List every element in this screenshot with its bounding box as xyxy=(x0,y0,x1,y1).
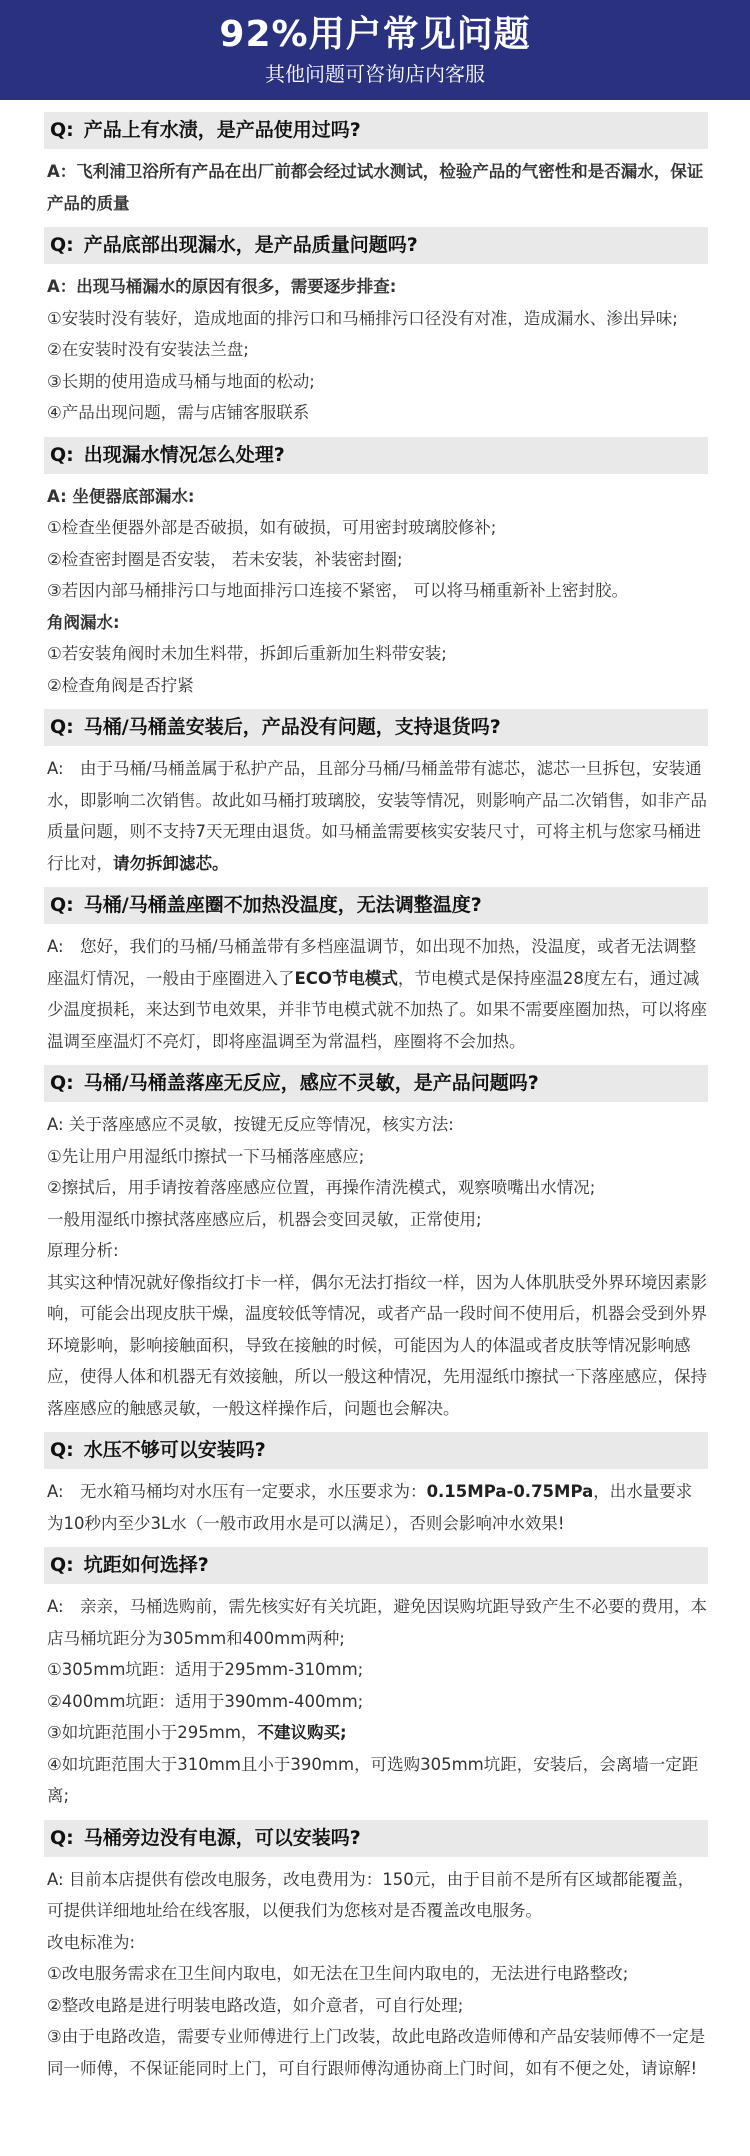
page-subtitle: 其他问题可咨询店内客服 xyxy=(265,62,485,86)
faq-question xyxy=(44,1820,708,1857)
question-text: 出现漏水情况怎么处理? xyxy=(83,443,285,466)
answer-text: ，节电模式是保持座温28度左右，通过减少温度损耗，来达到节电效果，并非节电模式就不加热了。如果不需要座圈加热，可以将座温调至座温灯不亮灯，即将座温调至为常温档，座圈将不会加热。 xyxy=(47,968,707,1051)
question-prefix: Q: xyxy=(50,1554,74,1576)
question-prefix: Q: xyxy=(50,443,74,466)
answer-text: A: 您好，我们的马桶/马桶盖带有多档座温调节，如出现不加热，没温度，或者无法调整座温灯情况，一般由于座圈进入了 xyxy=(47,937,697,988)
answer-emphasis: 0.15MPa-0.75MPa xyxy=(426,1482,594,1501)
answer-line: ③长期的使用造成马桶与地面的松动; xyxy=(47,371,315,391)
answer-line: A：出现马桶漏水的原因有很多，需要逐步排查: xyxy=(47,277,397,296)
answer-line: A: 目前本店提供有偿改电服务，改电费用为：150元，由于目前不是所有区域都能覆盖，可提供详细地址给在线客服，以便我们为您核对是否覆盖改电服务。 xyxy=(47,1869,695,1920)
answer-line xyxy=(47,931,708,1057)
faq-answer xyxy=(44,1591,708,1812)
faq-answer xyxy=(44,481,708,702)
faq-question xyxy=(44,1432,708,1469)
faq-answer xyxy=(44,931,708,1057)
question-text: 产品上有水渍，是产品使用过吗? xyxy=(83,119,361,141)
answer-line: ①305mm坑距：适用于295mm-310mm; xyxy=(47,1660,364,1679)
faq-item xyxy=(44,437,708,702)
question-prefix: Q: xyxy=(50,1439,74,1461)
answer-line: ②擦拭后，用手请按着落座感应位置，再操作清洗模式，观察喷嘴出水情况; xyxy=(47,1178,596,1197)
faq-answer xyxy=(44,753,708,879)
faq-answer xyxy=(44,1864,708,2085)
question-prefix: Q: xyxy=(50,234,74,256)
question-text: 坑距如何选择? xyxy=(83,1554,209,1576)
answer-emphasis: ECO节电模式 xyxy=(294,968,398,988)
question-text: 马桶/马桶盖座圈不加热没温度，无法调整温度? xyxy=(83,894,482,916)
faq-question xyxy=(44,227,708,264)
faq-item xyxy=(44,227,708,429)
answer-line: ④如坑距范围大于310mm且小于390mm，可选购305mm坑距，安装后，会离墙一定距离; xyxy=(47,1754,699,1805)
question-text: 马桶/马桶盖落座无反应，感应不灵敏，是产品问题吗? xyxy=(83,1072,539,1094)
answer-line: ②检查密封圈是否安装， 若未安装，补装密封圈; xyxy=(47,549,403,569)
answer-line: ③由于电路改造，需要专业师傅进行上门改装，故此电路改造师傅和产品安装师傅不一定是同一师傅，不保证能同时上门，可自行跟师傅沟通协商上门时间，如有不便之处，请谅解! xyxy=(47,2027,706,2078)
faq-list xyxy=(0,100,750,2084)
faq-answer xyxy=(44,271,708,429)
answer-line: ②400mm坑距：适用于390mm-400mm; xyxy=(47,1691,364,1711)
page-header xyxy=(0,0,750,100)
answer-line xyxy=(47,1476,708,1539)
answer-emphasis: 不建议购买; xyxy=(257,1723,347,1742)
answer-line: ②检查角阀是否拧紧 xyxy=(47,675,194,695)
answer-text: A: 无水箱马桶均对水压有一定要求，水压要求为： xyxy=(47,1482,427,1501)
faq-item xyxy=(44,1820,708,2085)
faq-question xyxy=(44,1065,708,1102)
answer-text: ③如坑距范围小于295mm， xyxy=(47,1723,258,1742)
question-prefix: Q: xyxy=(50,119,74,141)
answer-text: ，出水量要求为10秒内至少3L水（一般市政用水是可以满足），否则会影响冲水效果! xyxy=(47,1482,693,1533)
faq-answer xyxy=(44,156,708,219)
question-text: 水压不够可以安装吗? xyxy=(83,1439,266,1461)
answer-line: ①安装时没有装好，造成地面的排污口和马桶排污口径没有对准，造成漏水、渗出异味; xyxy=(47,308,678,328)
answer-line: 原理分析: xyxy=(47,1241,119,1260)
answer-line: 改电标准为: xyxy=(47,1932,136,1952)
answer-line xyxy=(47,1717,708,1749)
page-title: 92%用户常见问题 xyxy=(219,14,531,55)
answer-line: ③若因内部马桶排污口与地面排污口连接不紧密， 可以将马桶重新补上密封胶。 xyxy=(47,581,629,600)
answer-text: A: 由于马桶/马桶盖属于私护产品，且部分马桶/马桶盖带有滤芯，滤芯一旦拆包，安装通水，即影响二次销售。故此如马桶打玻璃胶，安装等情况，则影响产品二次销售，如非产品质量问题，则不支持7天无理由退货。如马桶盖需要核实安装尺寸，可将主机与您家马桶进行比对， xyxy=(47,759,707,873)
question-prefix: Q: xyxy=(50,1826,74,1849)
answer-line: A：飞利浦卫浴所有产品在出厂前都会经过试水测试，检验产品的气密性和是否漏水，保证产品的质量 xyxy=(47,162,704,213)
answer-line: ①若安装角阀时未加生料带，拆卸后重新加生料带安装; xyxy=(47,644,447,663)
question-prefix: Q: xyxy=(50,1072,74,1094)
answer-line: ②整改电路是进行明装电路改造，如介意者，可自行处理; xyxy=(47,1995,464,2015)
answer-line: 其实这种情况就好像指纹打卡一样，偶尔无法打指纹一样，因为人体肌肤受外界环境因素影响，可能会出现皮肤干燥，温度较低等情况，或者产品一段时间不使用后，机器会受到外界环境影响，影响接触面积，导致在接触的时候，可能因为人的体温或者皮肤等情况影响感应，使得人体和机器无有效接触，所以一般这种情况，先用湿纸巾擦拭一下落座感应，保持落座感应的触感灵敏，一般这样操作后，问题也会解决。 xyxy=(47,1272,707,1418)
question-prefix: Q: xyxy=(50,716,74,738)
answer-line: A: 坐便器底部漏水: xyxy=(47,486,195,506)
answer-line: ①检查坐便器外部是否破损，如有破损，可用密封玻璃胶修补; xyxy=(47,518,497,537)
faq-question xyxy=(44,887,708,924)
question-prefix: Q: xyxy=(50,894,74,916)
answer-line: ④产品出现问题，需与店铺客服联系 xyxy=(47,403,310,422)
faq-question xyxy=(44,709,708,746)
faq-item xyxy=(44,112,708,219)
answer-line: 角阀漏水: xyxy=(47,612,120,632)
answer-line: A: 关于落座感应不灵敏，按键无反应等情况，核实方法: xyxy=(47,1115,454,1134)
answer-line: ②在安装时没有安装法兰盘; xyxy=(47,340,249,359)
faq-item xyxy=(44,709,708,879)
answer-line: ①改电服务需求在卫生间内取电，如无法在卫生间内取电的，无法进行电路整改; xyxy=(47,1964,629,1983)
answer-line: ①先让用户用湿纸巾擦拭一下马桶落座感应; xyxy=(47,1146,365,1166)
answer-emphasis: 请勿拆卸滤芯。 xyxy=(113,853,229,873)
question-text: 马桶旁边没有电源，可以安装吗? xyxy=(83,1826,361,1849)
question-text: 产品底部出现漏水，是产品质量问题吗? xyxy=(83,234,418,256)
faq-item xyxy=(44,887,708,1057)
answer-line: 一般用湿纸巾擦拭落座感应后，机器会变回灵敏，正常使用; xyxy=(47,1209,482,1229)
faq-item xyxy=(44,1432,708,1539)
faq-question xyxy=(44,1547,708,1584)
faq-item xyxy=(44,1065,708,1424)
faq-answer xyxy=(44,1476,708,1539)
faq-question xyxy=(44,112,708,149)
answer-line: A: 亲亲，马桶选购前，需先核实好有关坑距，避免因误购坑距导致产生不必要的费用，本店马桶坑距分为305mm和400mm两种; xyxy=(47,1597,708,1648)
answer-line xyxy=(47,753,708,879)
faq-question xyxy=(44,437,708,474)
faq-item xyxy=(44,1547,708,1812)
question-text: 马桶/马桶盖安装后，产品没有问题，支持退货吗? xyxy=(83,716,501,738)
faq-answer xyxy=(44,1109,708,1424)
